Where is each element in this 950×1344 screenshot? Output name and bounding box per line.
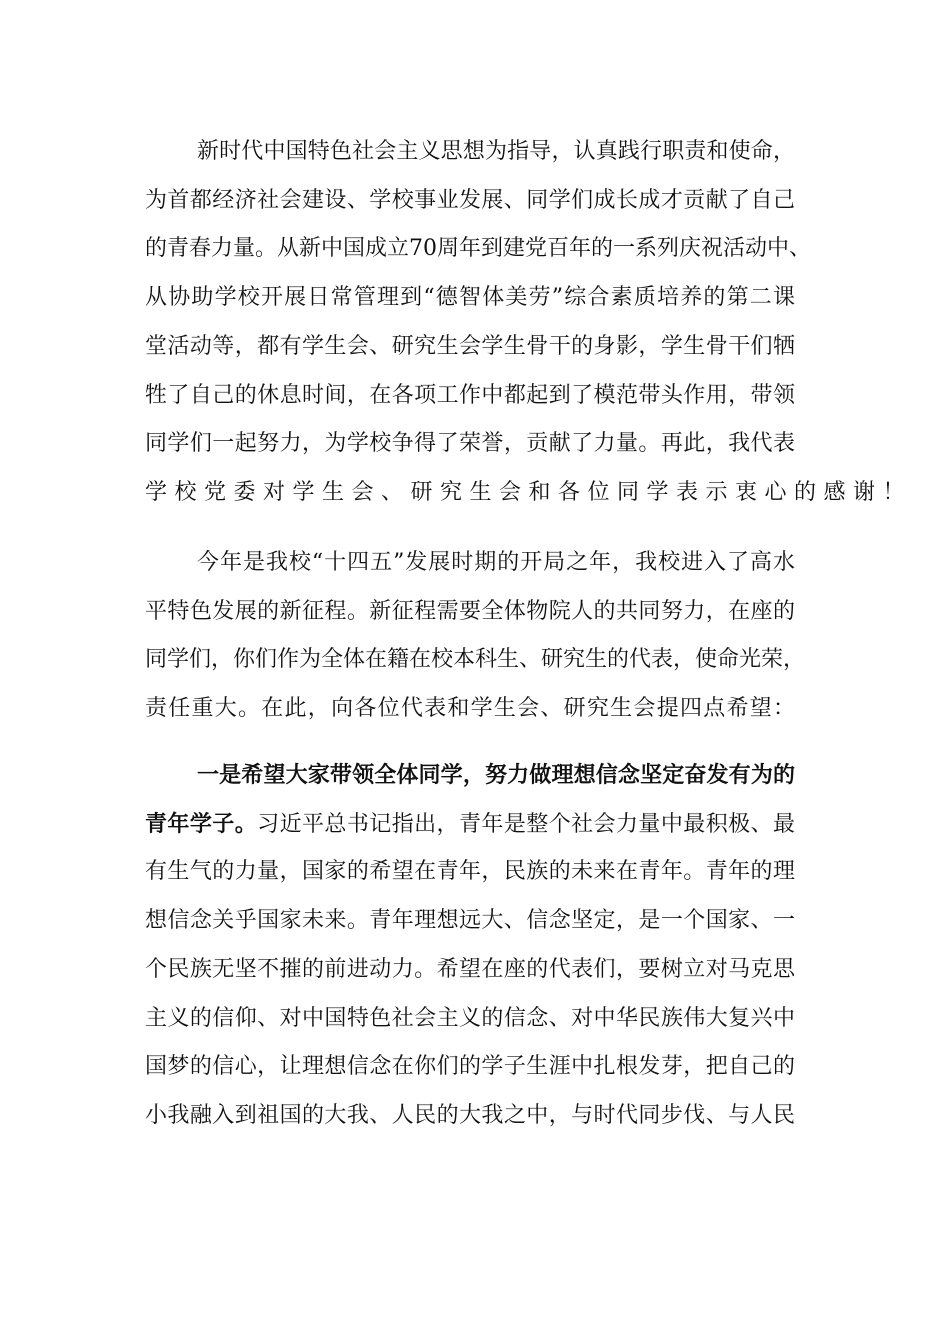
text-line	[145, 906, 795, 936]
text-line	[145, 478, 913, 508]
text-line	[145, 234, 811, 264]
text: 学校党委对学生会、研究生会和各位同学表示衷心的感谢！	[145, 479, 913, 505]
text: 为首都经济社会建设、学校事业发展、同学们成长成才贡献了自己	[145, 187, 795, 213]
text: 习近平总书记指出，青年是整个社会力量中最积极、最	[257, 811, 795, 837]
text-line	[145, 1101, 795, 1131]
text: 的青春力量。从新中国成立70周年到建党百年的一系列庆祝活动中、	[145, 236, 811, 262]
text: 堂活动等，都有学生会、研究生会学生骨干的身影，学生骨干们牺	[145, 333, 795, 359]
text: 国梦的信心，让理想信念在你们的学子生涯中扎根发芽，把自己的	[145, 1054, 795, 1080]
text: 平特色发展的新征程。新征程需要全体物院人的共同努力，在座的	[145, 598, 795, 624]
text: 新时代中国特色社会主义思想为指导，认真践行职责和使命，	[197, 139, 795, 164]
text-line	[145, 645, 806, 675]
text: 想信念关乎国家未来。青年理想远大、信念坚定，是一个国家、一	[145, 908, 795, 934]
bold-text: 一是希望大家带领全体同学，努力做理想信念坚定奋发有为的	[197, 762, 795, 788]
text-line	[145, 1052, 795, 1082]
text-line	[197, 548, 795, 578]
text-line	[145, 955, 795, 985]
text: 牲了自己的休息时间，在各项工作中都起到了模范带头作用，带领	[145, 382, 795, 408]
text-line	[145, 1004, 795, 1034]
text-line	[197, 760, 795, 790]
text: 同学们一起努力，为学校争得了荣誉，贡献了力量。再此，我代表	[145, 431, 795, 457]
text: 同学们，你们作为全体在籍在校本科生、研究生的代表，使命光荣，	[145, 647, 806, 673]
text-line	[145, 857, 795, 887]
text: 有生气的力量，国家的希望在青年，民族的未来在青年。青年的理	[145, 859, 795, 885]
text: 个民族无坚不摧的前进动力。希望在座的代表们，要树立对马克思	[145, 956, 795, 982]
text-line	[197, 137, 795, 167]
text: 今年是我校“十四五”发展时期的开局之年，我校进入了高水	[197, 550, 795, 575]
text: 责任重大。在此，向各位代表和学生会、研究生会提四点希望：	[145, 696, 795, 722]
text-line	[145, 283, 795, 313]
text: 小我融入到祖国的大我、人民的大我之中，与时代同步伐、与人民	[145, 1102, 795, 1128]
text-line	[145, 429, 795, 459]
text: 主义的信仰、对中国特色社会主义的信念、对中华民族伟大复兴中	[145, 1005, 795, 1031]
text-line	[145, 597, 795, 627]
text-line	[145, 694, 795, 724]
text-line	[145, 186, 795, 216]
text: 从协助学校开展日常管理到“德智体美劳”综合素质培养的第二课	[145, 285, 795, 311]
bold-text: 青年学子。	[145, 810, 258, 837]
text-line	[145, 809, 795, 839]
text-line	[145, 332, 795, 362]
text-line	[145, 381, 795, 411]
